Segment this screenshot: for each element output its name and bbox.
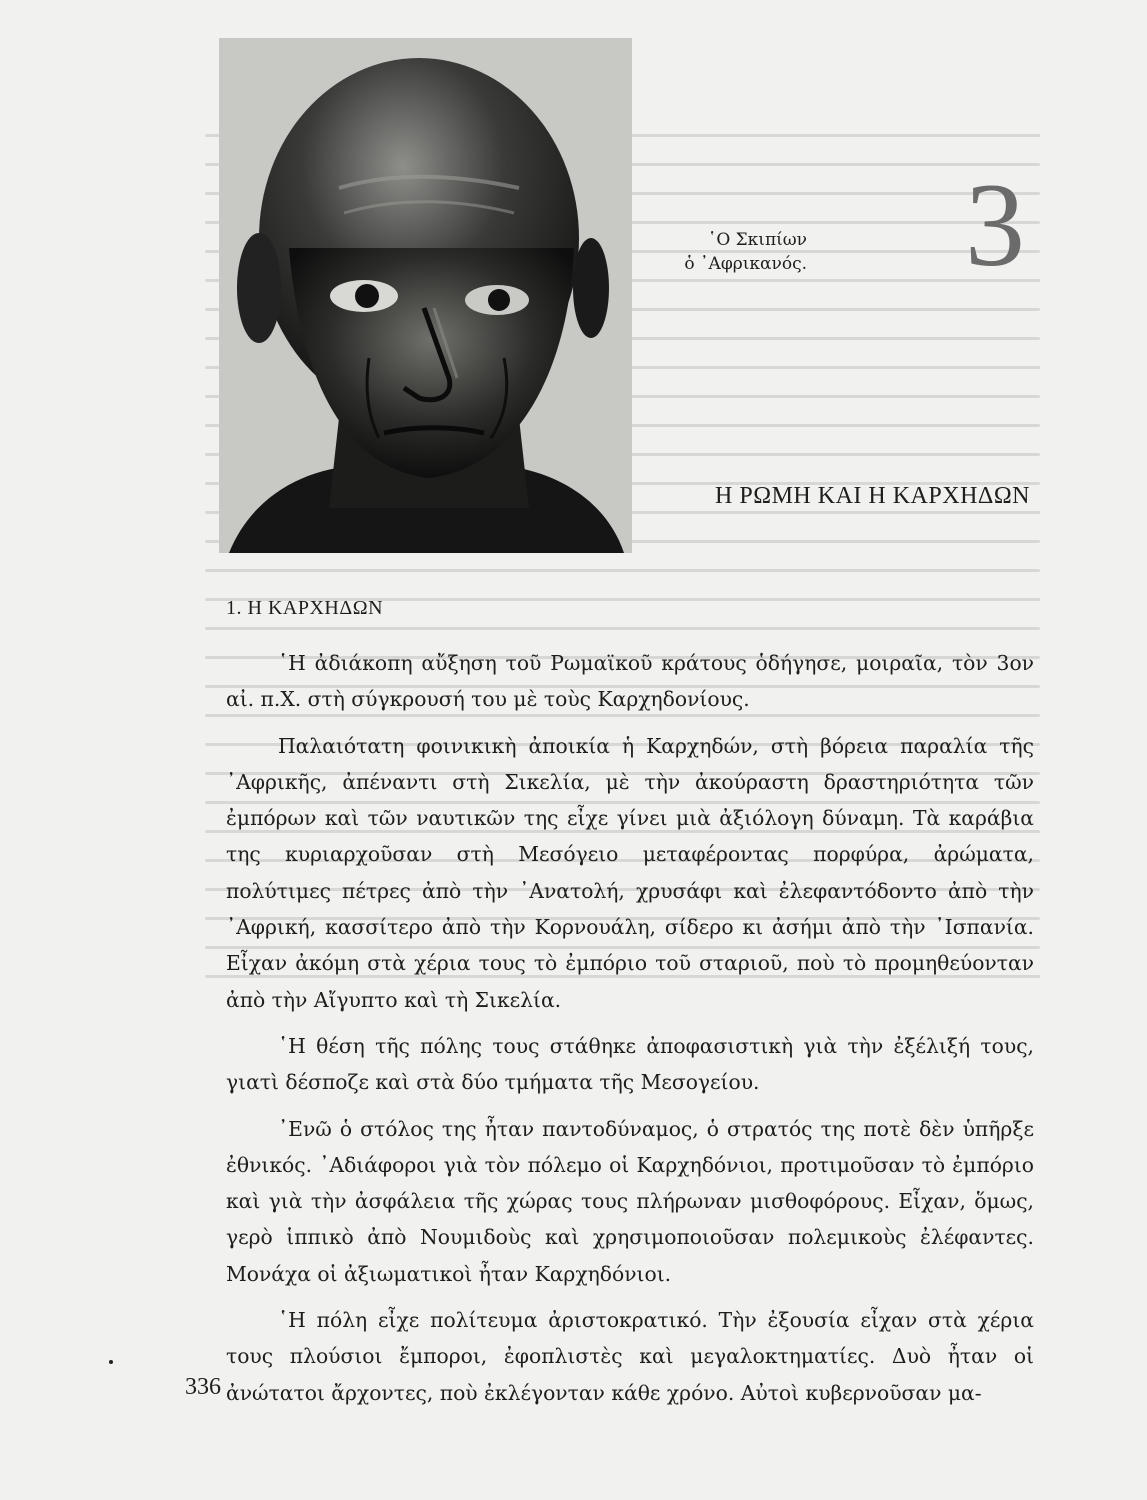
body-text xyxy=(226,645,1034,1421)
paragraph: Παλαιότατη φοινικικὴ ἀποικία ἡ Καρχηδών, στὴ βόρεια παραλία τῆς ᾿Αφρικῆς, ἀπέναντι στὴ Σικελία, μὲ τὴν ἀκούραστη δραστηριότητα τῶν ἐμπόρων καὶ τῶν ναυτικῶν της εἶχε γίνει μιὰ ἀξιόλογη δύναμη. Τὰ καράβια της κυριαρχοῦσαν στὴ Μεσόγειο μεταφέροντας πορφύρα, ἀρώματα, πολύτιμες πέτρες ἀπὸ τὴν ᾿Ανατολή, χρυσάφι καὶ ἐλεφαντόδοντο ἀπὸ τὴν ᾿Αφρική, κασσίτερο ἀπὸ τὴν Κορνουάλη, σίδερο κι ἀσήμι ἀπὸ τὴν ᾿Ισπανία. Εἶχαν ἀκόμη στὰ χέρια τους τὸ ἐμπόριο τοῦ σταριοῦ, ποὺ τὸ προμηθεύονταν ἀπὸ τὴν Αἴγυπτο καὶ τὴ Σικελία. xyxy=(226,733,1034,1012)
caption-line: ῾Ο Σκιπίων xyxy=(707,230,807,250)
page-number: 336 xyxy=(185,1374,221,1400)
paragraph: ῾Η ἀδιάκοπη αὔξηση τοῦ Ρωμαϊκοῦ κράτους ὁδήγησε, μοιραῖα, τὸν 3ον αἰ. π.Χ. στὴ σύγκρουσή του μὲ τοὺς Καρχηδονίους. xyxy=(226,651,1034,712)
chapter-number: 3 xyxy=(965,158,1025,291)
caption-line: ὁ ᾿Αφρικανός. xyxy=(684,254,807,274)
chapter-title: Η ΡΩΜΗ ΚΑΙ Η ΚΑΡΧΗΔΩΝ xyxy=(715,483,1030,509)
section-heading: 1. Η ΚΑΡΧΗΔΩΝ xyxy=(226,597,384,619)
paragraph: ῾Η πόλη εἶχε πολίτευμα ἀριστοκρατικό. Τὴν ἐξουσία εἶχαν στὰ χέρια τους πλούσιοι ἔμποροι, ἐφοπλιστὲς καὶ μεγαλοκτηματίες. Δυὸ ἦταν οἱ ἀνώτατοι ἄρχοντες, ποὺ ἐκλέγονταν κάθε χρόνο. Αὐτοὶ κυβερνοῦσαν μα- xyxy=(226,1308,1034,1405)
bust-portrait-image xyxy=(219,38,632,553)
photo-caption xyxy=(657,228,807,276)
paragraph: ᾿Ενῶ ὁ στόλος της ἦταν παντοδύναμος, ὁ στρατός της ποτὲ δὲν ὑπῆρξε ἐθνικός. ᾿Αδιάφοροι γιὰ τὸν πόλεμο οἱ Καρχηδόνιοι, προτιμοῦσαν τὸ ἐμπόριο καὶ γιὰ τὴν ἀσφάλεια τῆς χώρας τους πλήρωναν μισθοφόρους. Εἶχαν, ὅμως, γερὸ ἱππικὸ ἀπὸ Νουμιδοὺς καὶ χρησιμοποιοῦσαν πολεμικοὺς ἐλέφαντες. Μονάχα οἱ ἀξιωματικοὶ ἦταν Καρχηδόνιοι. xyxy=(226,1116,1034,1286)
portrait-photo xyxy=(219,38,632,553)
paragraph: ῾Η θέση τῆς πόλης τους στάθηκε ἀποφασιστικὴ γιὰ τὴν ἐξέλιξή τους, γιατὶ δέσποζε καὶ στὰ δύο τμήματα τῆς Μεσογείου. xyxy=(226,1033,1034,1095)
ink-speck xyxy=(109,1360,113,1364)
